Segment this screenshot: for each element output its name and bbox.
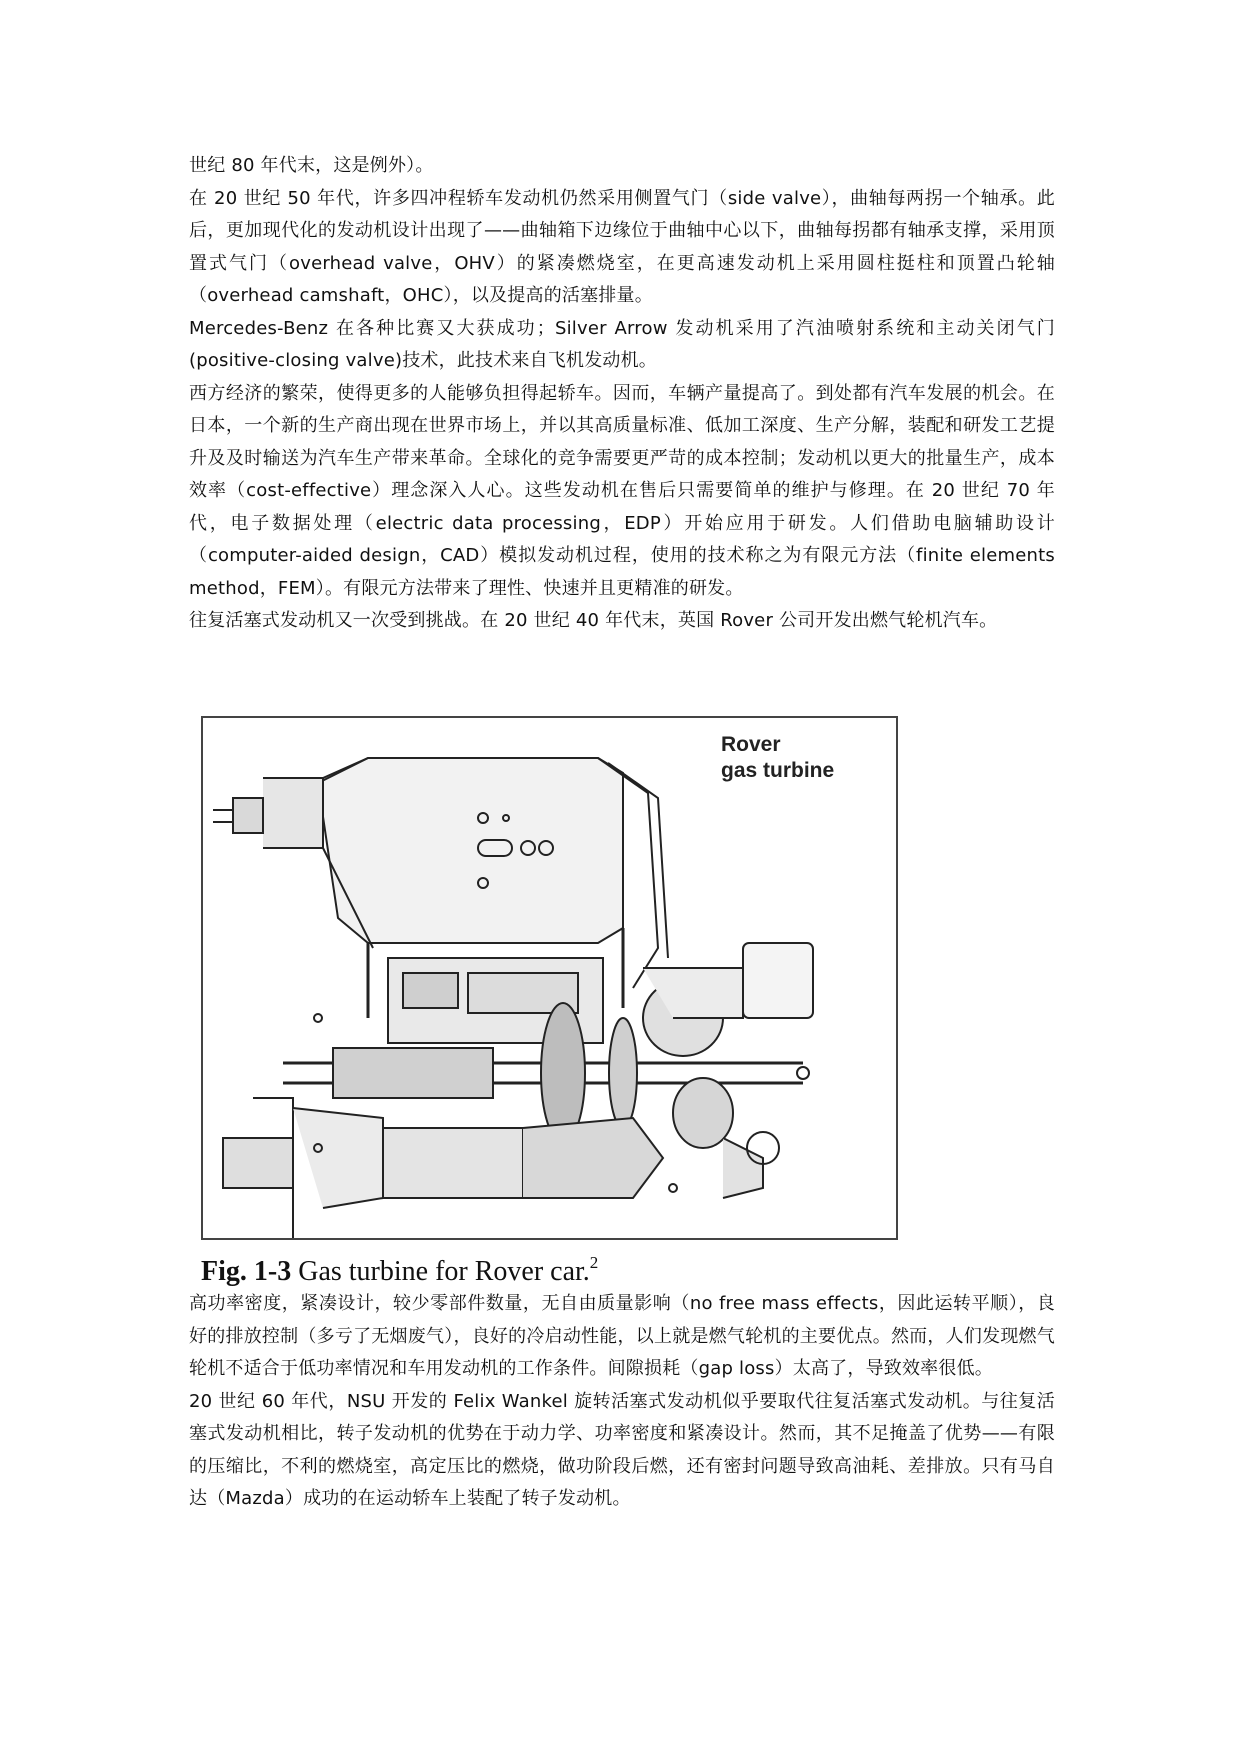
paragraph: 往复活塞式发动机又一次受到挑战。在 20 世纪 40 年代末，英国 Rover 公司开发出燃气轮机汽车。 (189, 610, 998, 631)
figure-image (201, 716, 898, 1240)
figure-number: Fig. 1-3 (201, 1256, 292, 1287)
paragraph: Mercedes-Benz 在各种比赛又大获成功；Silver Arrow 发动机采用了汽油喷射系统和主动关闭气门(positive-closing valve)技术，此技术来自飞机发动机。 (189, 317, 1055, 371)
text-block-top (189, 150, 1055, 638)
turbine-drawing (203, 718, 896, 1238)
figure-label-line1: Rover (721, 733, 781, 756)
paragraph: 世纪 80 年代末，这是例外）。 (189, 155, 434, 176)
figure-caption (201, 1246, 598, 1289)
figure-caption-text: Gas turbine for Rover car. (298, 1256, 590, 1287)
paragraph: 在 20 世纪 50 年代，许多四冲程轿车发动机仍然采用侧置气门（side valve），曲轴每两拐一个轴承。此后，更加现代化的发动机设计出现了——曲轴箱下边缘位于曲轴中心以下，曲轴每拐都有轴承支撑，采用顶置式气门（overhead valve，OHV）的紧凑燃烧室，在更高速发动机上采用圆柱挺柱和顶置凸轮轴（overhead camshaft，OHC），以及提高的活塞排量。 (189, 187, 1055, 306)
figure-label-line2: gas turbine (721, 759, 835, 782)
figure-inline-label (721, 732, 834, 784)
paragraph: 20 世纪 60 年代，NSU 开发的 Felix Wankel 旋转活塞式发动机似乎要取代往复活塞式发动机。与往复活塞式发动机相比，转子发动机的优势在于动力学、功率密度和紧凑设计。然而，其不足掩盖了优势——有限的压缩比，不利的燃烧室，高定压比的燃烧，做功阶段后燃，还有密封问题导致高油耗、差排放。只有马自达（Mazda）成功的在运动轿车上装配了转子发动机。 (189, 1390, 1055, 1509)
paragraph: 高功率密度，紧凑设计，较少零部件数量，无自由质量影响（no free mass effects，因此运转平顺），良好的排放控制（多亏了无烟废气），良好的冷启动性能，以上就是燃气轮机的主要优点。然而，人们发现燃气轮机不适合于低功率情况和车用发动机的工作条件。间隙损耗（gap loss）太高了，导致效率很低。 (189, 1293, 1055, 1379)
text-block-bottom (189, 1288, 1055, 1516)
figure-footnote-ref: 2 (589, 1253, 599, 1272)
paragraph: 西方经济的繁荣，使得更多的人能够负担得起轿车。因而，车辆产量提高了。到处都有汽车发展的机会。在日本，一个新的生产商出现在世界市场上，并以其高质量标准、低加工深度、生产分解，装配和研发工艺提升及及时输送为汽车生产带来革命。全球化的竞争需要更严苛的成本控制；发动机以更大的批量生产，成本效率（cost-effective）理念深入人心。这些发动机在售后只需要简单的维护与修理。在 20 世纪 70 年代，电子数据处理（electric data processing，EDP）开始应用于研发。人们借助电脑辅助设计（computer-aided design，CAD）模拟发动机过程，使用的技术称之为有限元方法（finite elements method，FEM）。有限元方法带来了理性、快速并且更精准的研发。 (189, 382, 1055, 599)
